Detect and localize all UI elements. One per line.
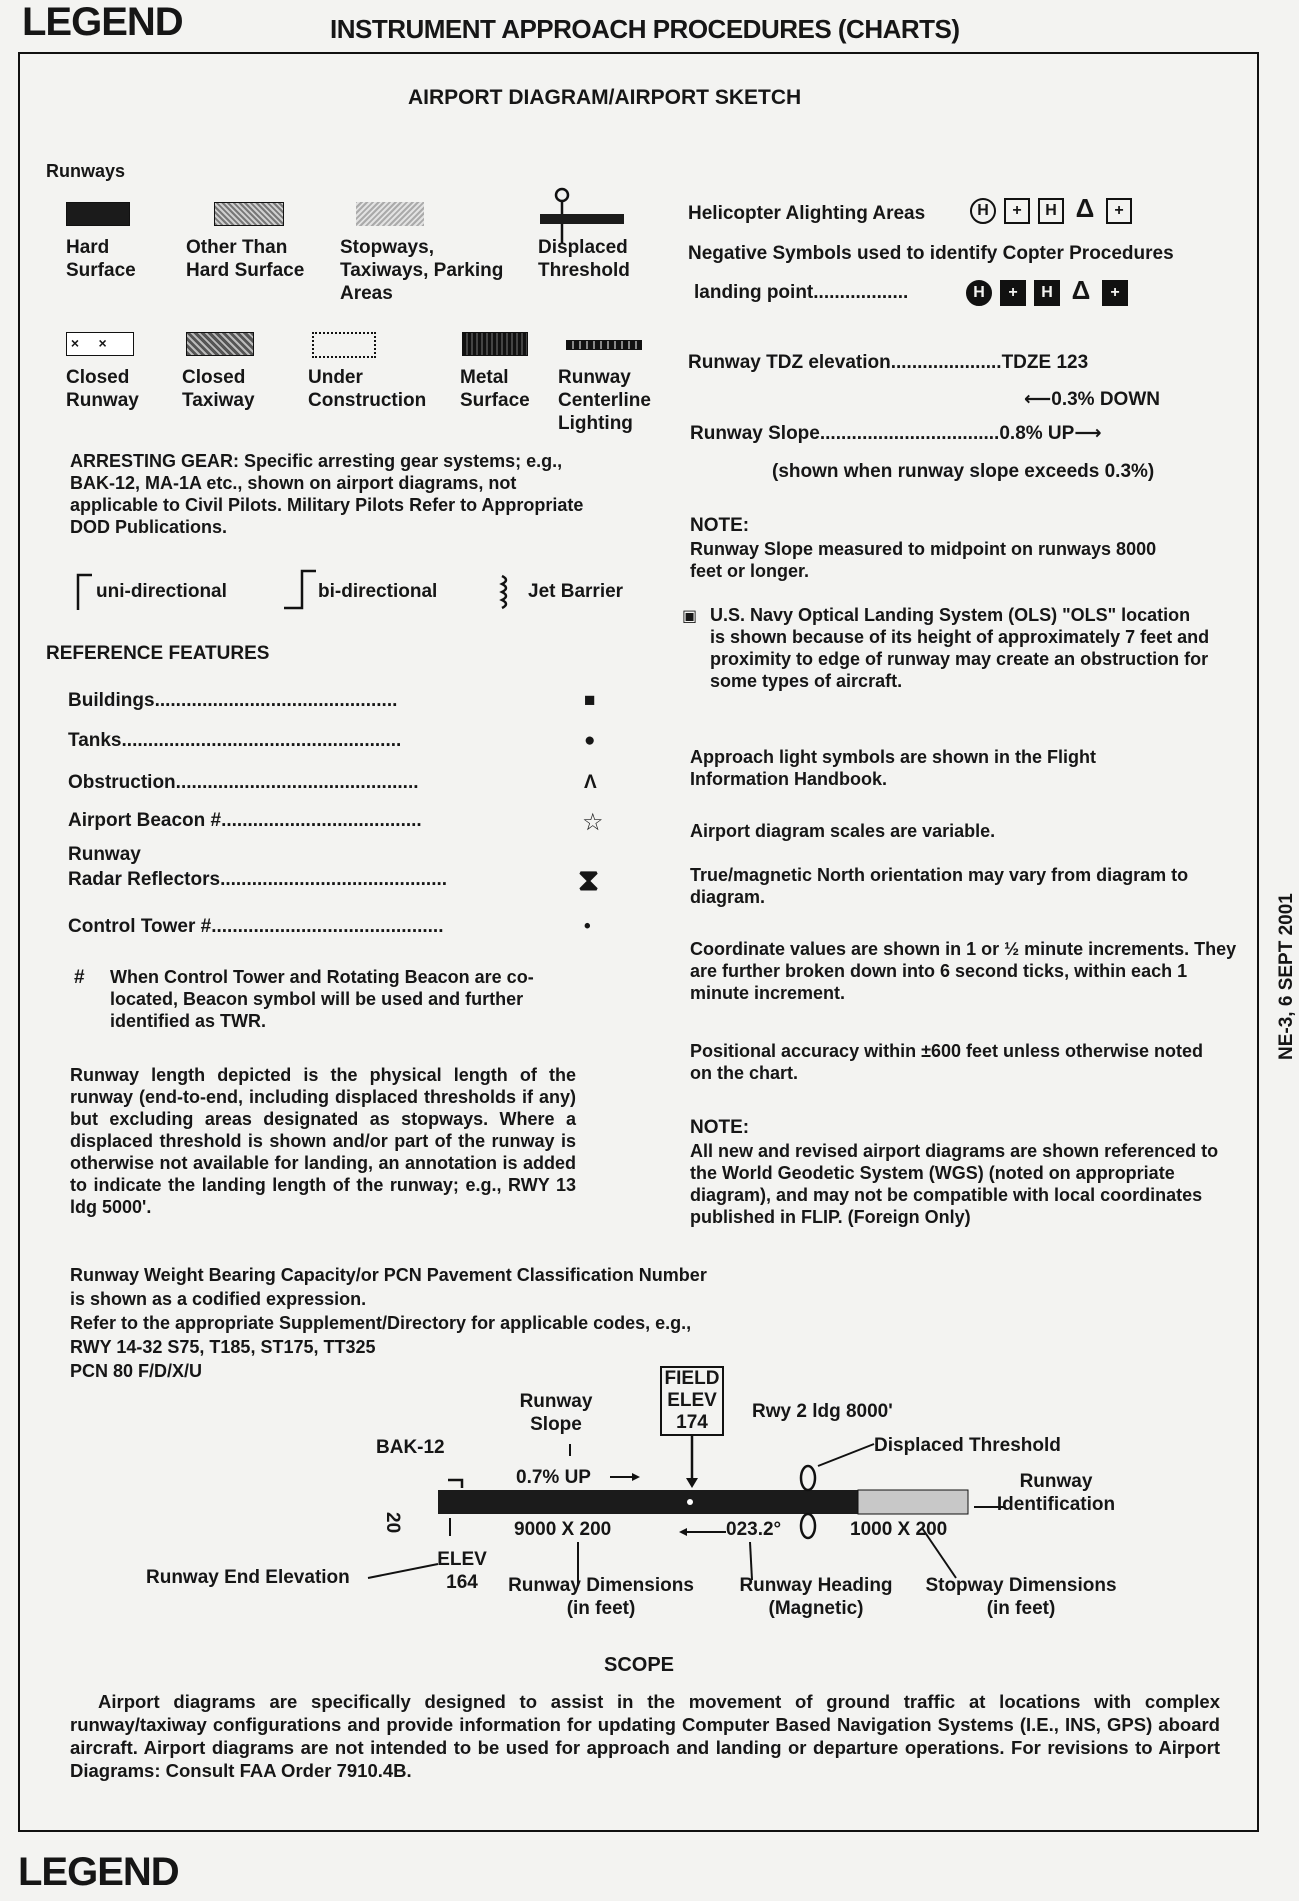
accuracy-text: Positional accuracy within ±600 feet unless otherwise noted on the chart.: [690, 1041, 1204, 1083]
hard-surface-swatch: [66, 202, 130, 226]
neg-plus-square-icon: +: [1102, 280, 1128, 306]
ref-obstruction: Obstruction..............................................: [68, 772, 419, 793]
metal-surface-label: Metal Surface: [460, 367, 530, 411]
runway-heading-caption: Runway Heading (Magnetic): [739, 1575, 893, 1619]
reference-features-heading: REFERENCE FEATURES: [46, 643, 270, 664]
centerline-lighting-swatch: [566, 340, 642, 350]
other-than-hard-swatch: [214, 202, 284, 226]
stopways-label: Stopways, Taxiways, Parking Areas: [340, 237, 504, 304]
metal-surface-swatch: [462, 332, 528, 356]
runway-slope-caption: Runway Slope: [519, 1391, 593, 1435]
heli-triangle-icon: Δ: [1075, 193, 1095, 223]
footnote-text: When Control Tower and Rotating Beacon are co-located, Beacon symbol will be used and further identified as TWR.: [110, 967, 534, 1031]
tank-icon: ●: [584, 730, 596, 751]
bak12-label: BAK-12: [376, 1437, 445, 1458]
page-header: INSTRUMENT APPROACH PROCEDURES (CHARTS): [330, 14, 960, 44]
heli-plus-square-icon: +: [1106, 198, 1132, 224]
elev-label: ELEV 164: [437, 1549, 487, 1593]
ref-airport-beacon: Airport Beacon #......................................: [68, 810, 422, 831]
runway-slope-row: Runway Slope..................................0.8% UP⟶: [690, 423, 1102, 444]
runway-number: 20: [382, 1512, 403, 1534]
approach-light-text: Approach light symbols are shown in the Flight Information Handbook.: [690, 747, 1097, 789]
slope-down-value: ⟵0.3% DOWN: [1024, 389, 1160, 410]
under-construction-label: Under Construction: [308, 367, 427, 411]
heli-cross-square-icon: +: [1004, 198, 1030, 224]
heli-symbols: [970, 193, 1140, 224]
slope-note: (shown when runway slope exceeds 0.3%): [772, 461, 1155, 482]
closed-runway-label: Closed Runway: [66, 367, 139, 411]
displaced-threshold-caption: Displaced Threshold: [874, 1435, 1061, 1456]
under-construction-swatch: [312, 332, 376, 358]
centerline-lighting-label: Runway Centerline Lighting: [558, 367, 651, 434]
field-elev-marker: [687, 1499, 693, 1505]
ref-radar-reflectors: Runway Radar Reflectors...........................................: [68, 844, 448, 890]
neg-h-circle-icon: H: [966, 280, 992, 306]
closed-taxiway-swatch: [186, 332, 254, 356]
scales-text: Airport diagram scales are variable.: [690, 821, 996, 841]
field-elev-box: FIELD ELEV 174: [660, 1366, 724, 1436]
scope-title: SCOPE: [604, 1654, 675, 1676]
uni-directional-label: uni-directional: [96, 581, 227, 602]
scope-text: Airport diagrams are specifically designed to assist in the movement of ground traffic at locations with complex runway/taxiway configurations and provide information for updating Computer Based Navigation Systems (I.E., INS, GPS) aboard aircraft. Airport diagrams are not intended to be used for approach and landing or departure operations. For revisions to Airport Diagrams: Consult FAA Order 7910.4B.: [70, 1691, 1220, 1781]
radar-reflector-icon: ⧗: [578, 864, 600, 897]
threshold-marker-top: [801, 1466, 815, 1490]
ols-icon: ▣: [682, 608, 698, 625]
landing-point-label: landing point..................: [694, 282, 909, 303]
rwy-ldg-label: Rwy 2 ldg 8000': [752, 1401, 893, 1422]
control-tower-icon: •: [584, 916, 591, 937]
jet-barrier-label: Jet Barrier: [528, 581, 624, 602]
heli-h-square-icon: H: [1038, 198, 1064, 224]
runway-end-elevation-caption: Runway End Elevation: [146, 1567, 350, 1588]
negative-symbols-label: Negative Symbols used to identify Copter Procedures: [688, 243, 1174, 264]
runway-heading-value: 023.2°: [726, 1519, 782, 1540]
tdz-elevation-row: Runway TDZ elevation.....................TDZE 123: [688, 352, 1089, 373]
jet-barrier-icon: [498, 574, 514, 610]
threshold-marker-bottom: [801, 1514, 815, 1538]
negative-symbols: [966, 275, 1136, 306]
ref-tanks: Tanks.....................................................: [68, 730, 402, 751]
displaced-threshold-label: Displaced Threshold: [538, 237, 630, 281]
ref-control-tower: Control Tower #............................................: [68, 916, 444, 937]
pcn-line4: RWY 14-32 S75, T185, ST175, TT325: [70, 1337, 376, 1357]
stopway-dimensions: 1000 X 200: [850, 1519, 948, 1540]
building-icon: ■: [584, 690, 596, 711]
runway-dimensions: 9000 X 200: [514, 1519, 612, 1540]
pcn-line1: Runway Weight Bearing Capacity/or PCN Pavement Classification Number: [70, 1265, 707, 1285]
pcn-line5: PCN 80 F/D/X/U: [70, 1361, 203, 1381]
slope-value-label: 0.7% UP: [516, 1467, 591, 1488]
closed-taxiway-label: Closed Taxiway: [182, 367, 255, 411]
obstruction-icon: Λ: [584, 772, 597, 793]
footnote-mark: #: [74, 967, 85, 988]
bi-directional-icon: [280, 568, 320, 612]
pcn-line3: Refer to the appropriate Supplement/Directory for applicable codes, e.g.,: [70, 1313, 692, 1333]
uni-directional-icon: [74, 572, 94, 612]
stopway-bar: [858, 1490, 968, 1514]
legend-title: LEGEND: [22, 0, 183, 44]
closed-runway-swatch: × ×: [66, 332, 134, 356]
stopway-dimensions-caption: Stopway Dimensions (in feet): [925, 1575, 1117, 1619]
orientation-text: True/magnetic North orientation may vary from diagram to diagram.: [690, 865, 1189, 907]
note1-title: NOTE:: [690, 515, 750, 536]
stopways-swatch: [356, 202, 424, 226]
note1-text: Runway Slope measured to midpoint on runways 8000 feet or longer.: [690, 539, 1157, 581]
runway-length-text: Runway length depicted is the physical length of the runway (end-to-end, including displaced thresholds if any) but excluding areas designated as stopways. Where a displaced threshold is shown and/or part of the runway is otherwise not available for landing, an annotation is added to indicate the landing length of the runway; e.g., RWY 13 ldg 5000'.: [70, 1065, 576, 1217]
arresting-gear-text: ARRESTING GEAR: Specific arresting gear systems; e.g., BAK-12, MA-1A etc., shown on airport diagrams, not applicable to Civil Pilots. Military Pilots Refer to Appropriate DOD Publications.: [70, 451, 584, 537]
heli-h-circle-icon: H: [970, 198, 996, 224]
runways-heading: Runways: [46, 161, 126, 181]
ref-buildings: Buildings..............................................: [68, 690, 398, 711]
other-than-hard-label: Other Than Hard Surface: [186, 237, 305, 281]
note2-text: All new and revised airport diagrams are shown referenced to the World Geodetic System (WGS) (noted on appropriate diagram), and may not be compatible with local coordinates published in FLIP. (Foreign Only): [690, 1141, 1219, 1227]
neg-h-square-icon: H: [1034, 280, 1060, 306]
legend-title-bottom: LEGEND: [18, 1850, 179, 1894]
runway-bar: [438, 1490, 858, 1514]
note2-title: NOTE:: [690, 1117, 750, 1138]
ols-text: U.S. Navy Optical Landing System (OLS) "OLS" location is shown because of its height of approximately 7 feet and proximity to edge of runway may create an obstruction for some types of aircraft.: [710, 605, 1210, 691]
beacon-icon: ☆: [582, 809, 604, 836]
coordinates-text: Coordinate values are shown in 1 or ½ minute increments. They are further broken down into 6 second ticks, within each 1 minute increment.: [690, 939, 1237, 1003]
runway-identification-caption: Runway Identification: [996, 1471, 1116, 1515]
runway-dimensions-caption: Runway Dimensions (in feet): [508, 1575, 694, 1619]
pcn-line2: is shown as a codified expression.: [70, 1289, 367, 1309]
heli-alighting-label: Helicopter Alighting Areas: [688, 203, 926, 224]
section-title: AIRPORT DIAGRAM/AIRPORT SKETCH: [408, 86, 802, 109]
hard-surface-label: Hard Surface: [66, 237, 136, 281]
neg-triangle-icon: Δ: [1071, 275, 1091, 305]
bi-directional-label: bi-directional: [318, 581, 438, 602]
neg-cross-square-icon: +: [1000, 280, 1026, 306]
